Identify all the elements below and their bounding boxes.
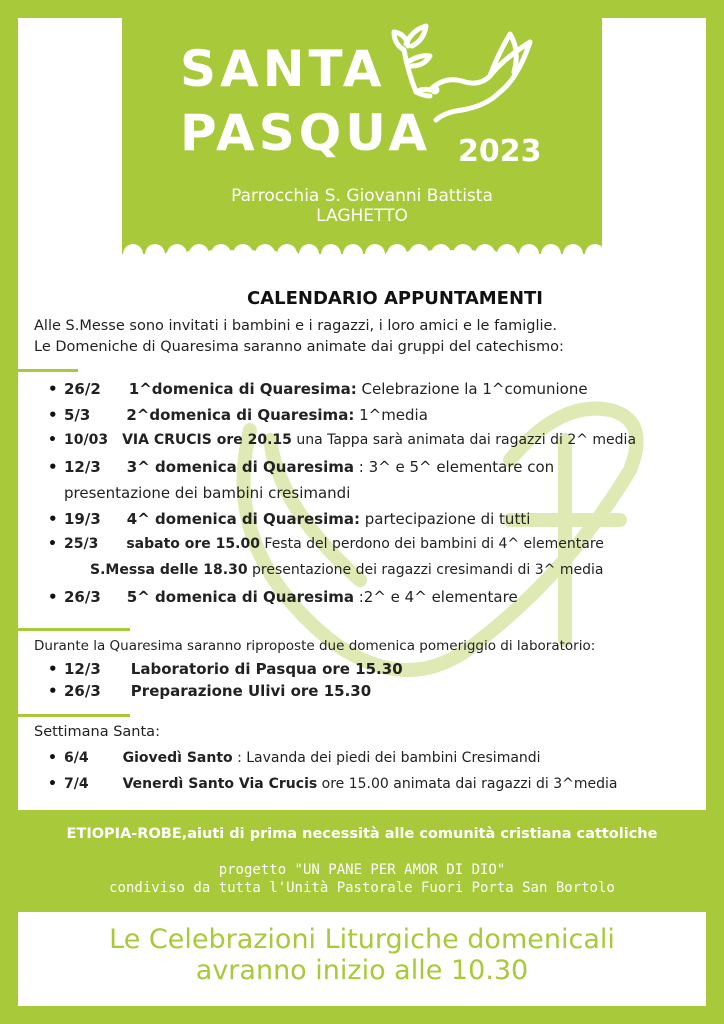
list-item: • 7/4 Venerdì Santo Via Crucis ore 15.00 animata dai ragazzi di 3^media (48, 776, 617, 802)
list-item: • 12/3 Laboratorio di Pasqua ore 15.30 (48, 660, 403, 682)
title-pasqua: PASQUA (180, 104, 432, 162)
list-item: • 12/3 3^ domenica di Quaresima : 3^ e 5^ elementare con (48, 458, 636, 484)
title-year: 2023 (458, 134, 542, 169)
list-item: • 10/03 VIA CRUCIS ore 20.15 una Tappa sarà animata dai ragazzi di 2^ media (48, 432, 636, 458)
dove-with-olive-branch-icon (390, 20, 540, 140)
labs-list (48, 660, 403, 704)
list-item-continuation: presentazione dei bambini cresimandi (64, 484, 351, 502)
calendar-intro-2: Le Domeniche di Quaresima saranno animate dai gruppi del catechismo: (34, 339, 564, 355)
list-item: • 25/3 sabato ore 15.00 Festa del perdono dei bambini di 4^ elementare (48, 536, 636, 562)
divider (18, 628, 130, 631)
parish-location: LAGHETTO (316, 206, 408, 226)
calendar-intro-1: Alle S.Messe sono invitati i bambini e i ragazzi, i loro amici e le famiglie. (34, 318, 558, 334)
holy-week-list (48, 750, 617, 802)
stamp-edge-bottom (122, 244, 602, 258)
divider (18, 369, 78, 372)
project-title: progetto "UN PANE PER AMOR DI DIO" (218, 862, 506, 878)
list-item: • 26/2 1^domenica di Quaresima: Celebrazione la 1^comunione (48, 380, 636, 406)
calendar-heading: CALENDARIO APPUNTAMENTI (246, 288, 544, 309)
list-item: • 19/3 4^ domenica di Quaresima: partecipazione di tutti (48, 510, 636, 536)
list-item-continuation: S.Messa delle 18.30 presentazione dei ragazzi cresimandi di 3^ media (90, 562, 604, 578)
ethiopia-notice: ETIOPIA-ROBE,aiuti di prima necessità alle comunità cristiana cattoliche (66, 826, 658, 842)
project-subtitle: condiviso da tutta l'Unità Pastorale Fuori Porta San Bortolo (109, 880, 615, 896)
title-santa: SANTA (180, 40, 386, 98)
list-item: • 5/3 2^domenica di Quaresima: 1^media (48, 406, 636, 432)
celebration-notice (18, 912, 706, 1006)
divider (18, 714, 130, 717)
celebration-line-1: Le Celebrazioni Liturgiche domenicali (109, 924, 615, 955)
holy-week-title: Settimana Santa: (34, 724, 160, 740)
list-item: • 26/3 5^ domenica di Quaresima :2^ e 4^ elementare (48, 588, 636, 614)
lent-schedule (48, 380, 636, 614)
labs-intro: Durante la Quaresima saranno riproposte due domenica pomeriggio di laboratorio: (34, 638, 596, 654)
parish-name: Parrocchia S. Giovanni Battista (231, 186, 493, 206)
celebration-line-2: avranno inizio alle 10.30 (195, 955, 529, 986)
list-item: • 26/3 Preparazione Ulivi ore 15.30 (48, 682, 403, 704)
list-item: • 6/4 Giovedì Santo : Lavanda dei piedi dei bambini Cresimandi (48, 750, 617, 776)
